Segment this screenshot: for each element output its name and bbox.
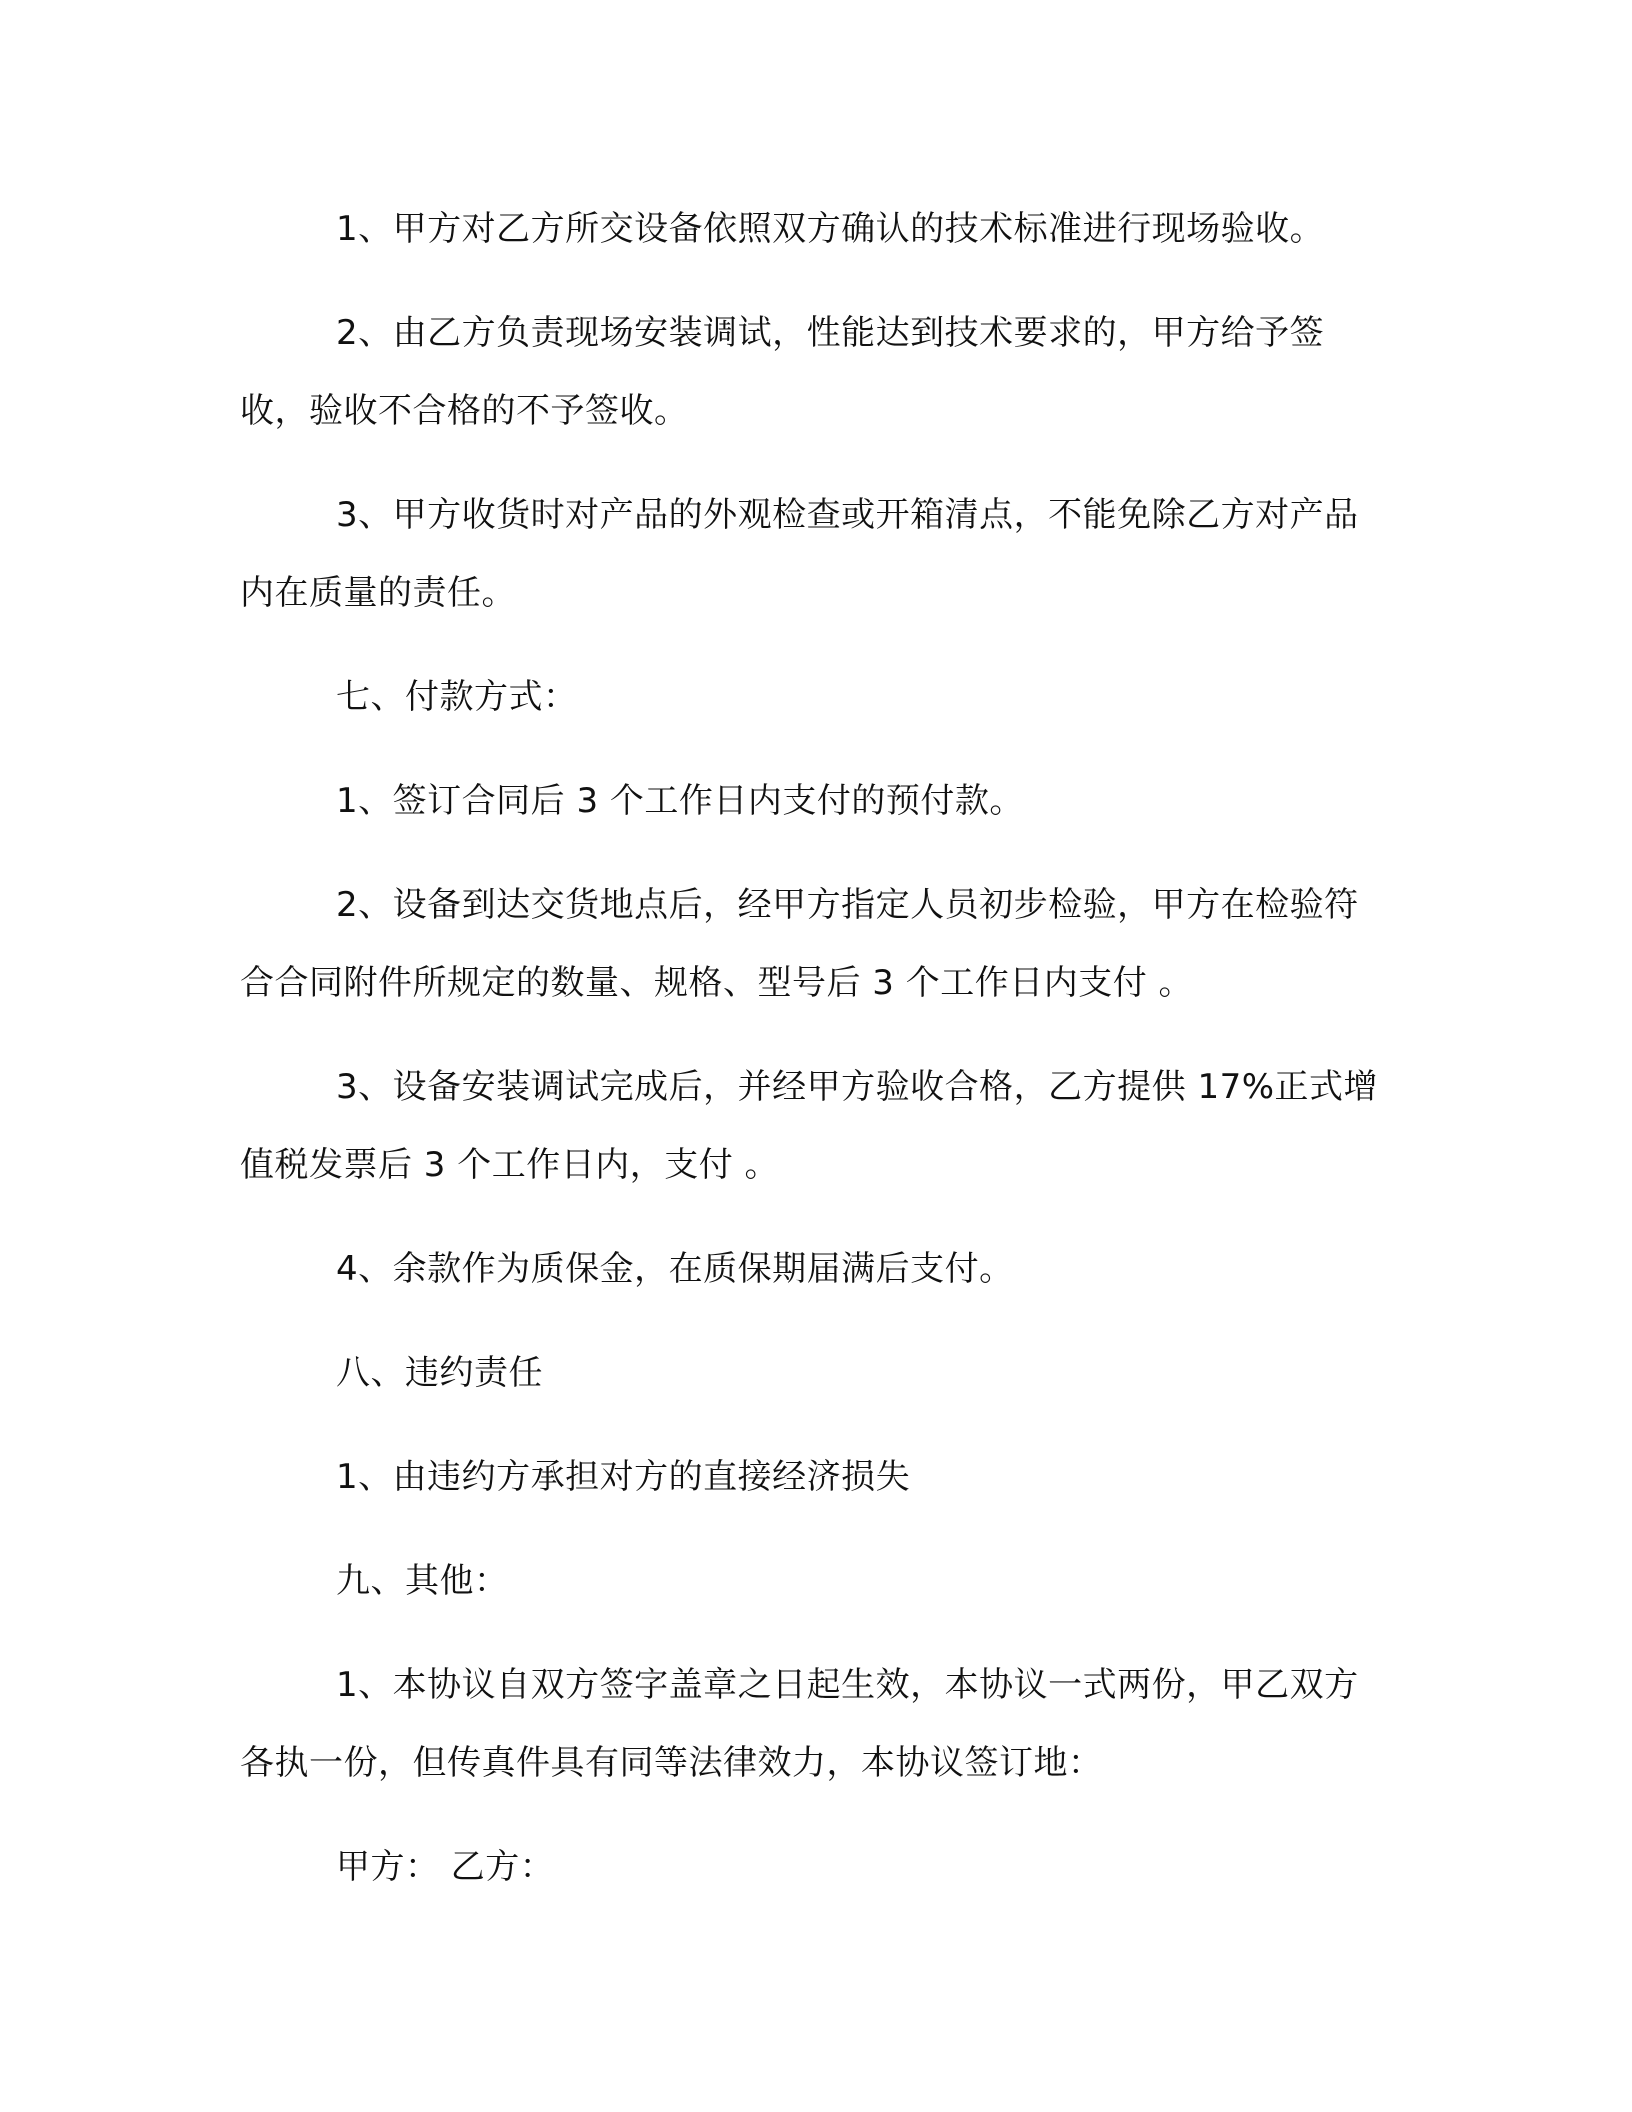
payment-item-4: 4、余款作为质保金，在质保期届满后支付。 xyxy=(336,1249,1014,1289)
section-heading-payment: 七、付款方式： xyxy=(336,677,578,717)
section-heading-liability: 八、违约责任 xyxy=(336,1353,543,1393)
payment-item-2: 2、设备到达交货地点后，经甲方指定人员初步检验，甲方在检验符合合同附件所规定的数量、规格、型号后 3 个工作日内支付 。 xyxy=(240,885,1359,1003)
acceptance-item-2: 2、由乙方负责现场安装调试，性能达到技术要求的，甲方给予签收，验收不合格的不予签收。 xyxy=(240,313,1325,431)
liability-item-1: 1、由违约方承担对方的直接经济损失 xyxy=(336,1457,911,1497)
payment-item-1: 1、签订合同后 3 个工作日内支付的预付款。 xyxy=(336,781,1024,821)
other-item-1: 1、本协议自双方签字盖章之日起生效，本协议一式两份，甲乙双方各执一份，但传真件具有同等法律效力，本协议签订地： xyxy=(240,1665,1359,1783)
section-heading-other: 九、其他： xyxy=(336,1561,509,1601)
signature-line: 甲方： 乙方： xyxy=(336,1847,555,1887)
document-body xyxy=(240,190,1390,1932)
payment-item-3: 3、设备安装调试完成后，并经甲方验收合格，乙方提供 17%正式增值税发票后 3 个工作日内，支付 。 xyxy=(240,1067,1379,1185)
acceptance-item-1: 1、甲方对乙方所交设备依照双方确认的技术标准进行现场验收。 xyxy=(336,209,1325,249)
acceptance-item-3: 3、甲方收货时对产品的外观检查或开箱清点，不能免除乙方对产品内在质量的责任。 xyxy=(240,495,1359,613)
